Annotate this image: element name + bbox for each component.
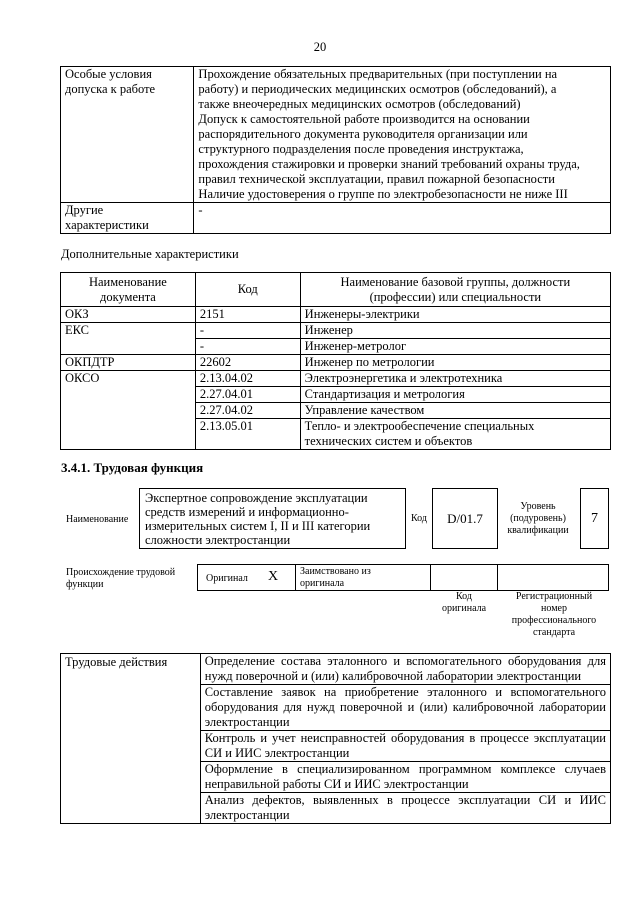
level-label: Уровень (подуровень) квалификации <box>507 501 569 536</box>
level-value-box: 7 <box>580 488 609 549</box>
table-header-row <box>61 273 611 307</box>
code-label: Код <box>411 513 427 524</box>
table-row: ОКЗ 2151 Инженеры-электрики <box>61 307 611 323</box>
table-row <box>61 67 611 203</box>
table-row <box>61 654 611 685</box>
action-item: Определение состава эталонного и вспомогательного оборудования для нужд поверочной и (или) калибровочной лаборатории электростанции <box>200 654 610 685</box>
other-value-cell: - <box>194 203 611 234</box>
function-name-box: Экспертное сопровождение эксплуатации средств измерений и информационно- измерительных систем I, II и III категории сложности электростанции <box>139 488 406 549</box>
additional-table <box>60 272 611 450</box>
action-item: Анализ дефектов, выявленных в процессе эксплуатации СИ и ИИС электростанции <box>200 793 610 824</box>
label-cell: Другие характеристики <box>61 203 194 234</box>
reg-caption: Регистрационный номер профессионального стандарта <box>511 591 597 638</box>
admission-table <box>60 66 611 234</box>
origin-table <box>197 564 609 591</box>
table-row: ОКСО 2.13.04.02 Электроэнергетика и электротехника <box>61 371 611 387</box>
origin-label: Происхождение трудовой функции <box>66 567 176 590</box>
actions-label: Трудовые действия <box>61 654 201 824</box>
code-caption: Код оригинала <box>441 591 487 614</box>
label-cell: Особые условия допуска к работе <box>61 67 194 203</box>
section-title: 3.4.1. Трудовая функция <box>61 460 204 475</box>
table-row: 2.27.04.01 Стандартизация и метрология <box>61 387 611 403</box>
page-number: 20 <box>313 40 327 54</box>
table-row: ЕКС - Инженер <box>61 323 611 339</box>
conditions-cell: Прохождение обязательных предварительных (при поступлении на работу) и периодических медицинских осмотров (обследований), а также внеочередных медицинских осмотров (обследований) Допуск к самостоятельной работе производится на основании распорядительного документа руководителя организации или структурного подразделения после проведения инструктажа, прохождения стажировки и проверки знаний требований охраны труда, правил технической эксплуатации, правил пожарной безопасности Наличие удостоверения о группе по электробезопасности не ниже III <box>194 67 611 203</box>
actions-table <box>60 653 611 824</box>
code-value-box: D/01.7 <box>432 488 498 549</box>
header-doc: Наименование документа <box>61 273 196 307</box>
borrowed-label: Заимствовано из оригинала <box>300 566 371 589</box>
table-row: ОКПДТР 22602 Инженер по метрологии <box>61 355 611 371</box>
divider <box>295 565 296 590</box>
additional-heading: Дополнительные характеристики <box>61 247 239 261</box>
divider <box>430 565 431 590</box>
table-row <box>61 203 611 234</box>
original-mark: X <box>268 569 279 584</box>
header-code: Код <box>195 273 300 307</box>
action-item: Составление заявок на приобретение эталонного и вспомогательного оборудования для нужд поверочной и (или) калибровочной лаборатории электростанции <box>200 685 610 731</box>
table-row: 2.27.04.02 Управление качеством <box>61 403 611 419</box>
table-row: - Инженер-метролог <box>61 339 611 355</box>
action-item: Оформление в специализированном программном комплексе случаев неправильной работы СИ и ИИС электростанции <box>200 762 610 793</box>
table-row: 2.13.05.01 Тепло- и электрообеспечение специальных технических систем и объектов <box>61 419 611 450</box>
divider <box>497 565 498 590</box>
function-name-label: Наименование <box>66 514 129 525</box>
action-item: Контроль и учет неисправностей оборудования в процессе эксплуатации СИ и ИИС электростанции <box>200 731 610 762</box>
original-label: Оригинал <box>206 573 248 584</box>
header-name: Наименование базовой группы, должности (профессии) или специальности <box>300 273 610 307</box>
